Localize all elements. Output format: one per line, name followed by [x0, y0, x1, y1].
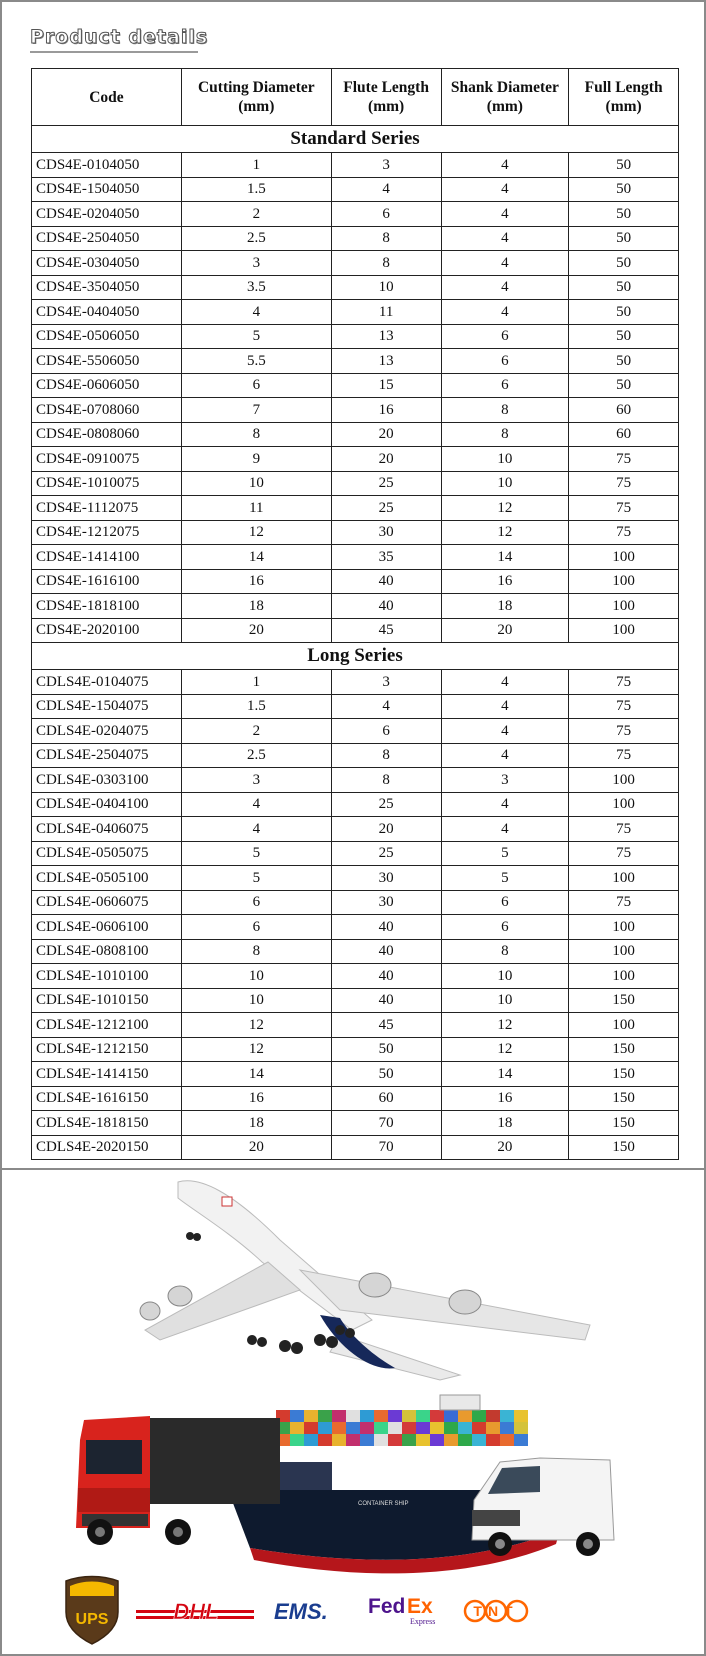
cell-shank-diameter: 8 — [441, 939, 569, 964]
cell-code: CDS4E-0506050 — [32, 324, 182, 349]
cell-shank-diameter: 18 — [441, 594, 569, 619]
fedex-logo-express: Express — [410, 1617, 436, 1626]
cell-shank-diameter: 4 — [441, 275, 569, 300]
table-row — [32, 694, 679, 719]
cell-flute-length: 3 — [331, 670, 441, 695]
cell-flute-length: 16 — [331, 398, 441, 423]
cell-flute-length: 8 — [331, 743, 441, 768]
cell-code: CDS4E-1616100 — [32, 569, 182, 594]
shipping-illustration — [0, 1170, 706, 1656]
cell-code: CDLS4E-0505075 — [32, 841, 182, 866]
cell-full-length: 50 — [569, 275, 679, 300]
cell-flute-length: 25 — [331, 841, 441, 866]
table-row — [32, 743, 679, 768]
cell-code: CDS4E-2020100 — [32, 618, 182, 643]
cell-code: CDLS4E-0505100 — [32, 866, 182, 891]
cell-shank-diameter: 4 — [441, 670, 569, 695]
cell-code: CDLS4E-1818150 — [32, 1111, 182, 1136]
cell-code: CDLS4E-0204075 — [32, 719, 182, 744]
cell-code: CDLS4E-1212100 — [32, 1013, 182, 1038]
cell-full-length: 75 — [569, 743, 679, 768]
cell-flute-length: 40 — [331, 915, 441, 940]
cell-full-length: 100 — [569, 939, 679, 964]
cell-flute-length: 15 — [331, 373, 441, 398]
cell-full-length: 100 — [569, 792, 679, 817]
cell-full-length: 150 — [569, 1062, 679, 1087]
cell-full-length: 75 — [569, 694, 679, 719]
cell-full-length: 50 — [569, 300, 679, 325]
product-spec-table — [31, 68, 679, 1160]
cell-flute-length: 70 — [331, 1111, 441, 1136]
cell-code: CDS4E-0808060 — [32, 422, 182, 447]
cell-shank-diameter: 12 — [441, 1013, 569, 1038]
header-cutting-diameter: Cutting Diameter (mm) — [181, 69, 331, 126]
cell-shank-diameter: 5 — [441, 866, 569, 891]
cell-full-length: 75 — [569, 471, 679, 496]
cell-flute-length: 25 — [331, 471, 441, 496]
cell-code: CDS4E-0404050 — [32, 300, 182, 325]
cell-cutting-diameter: 4 — [181, 792, 331, 817]
table-row — [32, 768, 679, 793]
ems-logo: EMS. — [274, 1599, 328, 1624]
cell-flute-length: 10 — [331, 275, 441, 300]
cell-flute-length: 40 — [331, 988, 441, 1013]
cell-cutting-diameter: 16 — [181, 1086, 331, 1111]
cell-shank-diameter: 4 — [441, 817, 569, 842]
cell-full-length: 50 — [569, 373, 679, 398]
cell-cutting-diameter: 7 — [181, 398, 331, 423]
cell-flute-length: 8 — [331, 768, 441, 793]
table-row — [32, 569, 679, 594]
cell-flute-length: 45 — [331, 618, 441, 643]
cell-flute-length: 45 — [331, 1013, 441, 1038]
cell-cutting-diameter: 5.5 — [181, 349, 331, 374]
table-row — [32, 251, 679, 276]
cell-shank-diameter: 12 — [441, 496, 569, 521]
cell-shank-diameter: 6 — [441, 324, 569, 349]
cell-cutting-diameter: 12 — [181, 1037, 331, 1062]
title-underline — [30, 51, 198, 53]
cell-shank-diameter: 4 — [441, 743, 569, 768]
table-row — [32, 1062, 679, 1087]
cell-shank-diameter: 14 — [441, 545, 569, 570]
cell-flute-length: 8 — [331, 251, 441, 276]
cell-full-length: 100 — [569, 866, 679, 891]
cell-flute-length: 25 — [331, 792, 441, 817]
cell-shank-diameter: 14 — [441, 1062, 569, 1087]
cell-flute-length: 50 — [331, 1062, 441, 1087]
table-row — [32, 496, 679, 521]
airplane-icon — [140, 1181, 590, 1380]
cell-flute-length: 30 — [331, 866, 441, 891]
cell-full-length: 75 — [569, 841, 679, 866]
cell-code: CDLS4E-2504075 — [32, 743, 182, 768]
cell-flute-length: 4 — [331, 177, 441, 202]
cell-shank-diameter: 10 — [441, 988, 569, 1013]
cell-cutting-diameter: 16 — [181, 569, 331, 594]
cell-cutting-diameter: 11 — [181, 496, 331, 521]
cell-code: CDS4E-0204050 — [32, 202, 182, 227]
cell-shank-diameter: 12 — [441, 520, 569, 545]
cell-flute-length: 8 — [331, 226, 441, 251]
cell-full-length: 150 — [569, 1111, 679, 1136]
cell-cutting-diameter: 8 — [181, 422, 331, 447]
table-row — [32, 841, 679, 866]
cell-shank-diameter: 4 — [441, 792, 569, 817]
cell-full-length: 60 — [569, 398, 679, 423]
cell-flute-length: 13 — [331, 349, 441, 374]
table-row — [32, 447, 679, 472]
cell-cutting-diameter: 4 — [181, 817, 331, 842]
fedex-logo-ex: Ex — [407, 1595, 433, 1618]
cell-full-length: 75 — [569, 496, 679, 521]
cell-code: CDS4E-0104050 — [32, 153, 182, 178]
cell-full-length: 75 — [569, 719, 679, 744]
cell-cutting-diameter: 3.5 — [181, 275, 331, 300]
cell-cutting-diameter: 5 — [181, 866, 331, 891]
tnt-logo-text: TNT — [473, 1603, 519, 1619]
cell-code: CDS4E-1112075 — [32, 496, 182, 521]
cell-code: CDLS4E-1504075 — [32, 694, 182, 719]
ups-logo — [66, 1577, 118, 1645]
table-row — [32, 1111, 679, 1136]
cell-flute-length: 35 — [331, 545, 441, 570]
table-row — [32, 939, 679, 964]
cell-cutting-diameter: 14 — [181, 545, 331, 570]
cell-cutting-diameter: 18 — [181, 594, 331, 619]
cell-code: CDLS4E-1616150 — [32, 1086, 182, 1111]
cell-cutting-diameter: 20 — [181, 1135, 331, 1160]
cell-code: CDS4E-1818100 — [32, 594, 182, 619]
section-title: Product details — [30, 26, 209, 48]
cell-code: CDLS4E-1212150 — [32, 1037, 182, 1062]
cell-full-length: 50 — [569, 226, 679, 251]
cell-flute-length: 60 — [331, 1086, 441, 1111]
table-row — [32, 300, 679, 325]
cell-code: CDS4E-1010075 — [32, 471, 182, 496]
cell-code: CDLS4E-0808100 — [32, 939, 182, 964]
cell-flute-length: 40 — [331, 964, 441, 989]
cell-code: CDS4E-1212075 — [32, 520, 182, 545]
cell-code: CDS4E-0910075 — [32, 447, 182, 472]
cell-code: CDS4E-0708060 — [32, 398, 182, 423]
header-full-length: Full Length (mm) — [569, 69, 679, 126]
cell-full-length: 150 — [569, 1135, 679, 1160]
cell-cutting-diameter: 6 — [181, 890, 331, 915]
cell-full-length: 50 — [569, 324, 679, 349]
fedex-logo-fed: Fed — [368, 1595, 406, 1618]
table-row — [32, 275, 679, 300]
cell-flute-length: 13 — [331, 324, 441, 349]
table-row — [32, 670, 679, 695]
header-code: Code — [32, 69, 182, 126]
cell-code: CDLS4E-0303100 — [32, 768, 182, 793]
cell-shank-diameter: 4 — [441, 251, 569, 276]
cell-full-length: 50 — [569, 349, 679, 374]
cell-full-length: 100 — [569, 594, 679, 619]
table-row — [32, 226, 679, 251]
cell-cutting-diameter: 5 — [181, 841, 331, 866]
table-row — [32, 866, 679, 891]
cell-flute-length: 20 — [331, 447, 441, 472]
cell-full-length: 100 — [569, 915, 679, 940]
table-body — [32, 126, 679, 1160]
cell-cutting-diameter: 3 — [181, 251, 331, 276]
cell-shank-diameter: 8 — [441, 398, 569, 423]
cell-code: CDLS4E-0404100 — [32, 792, 182, 817]
cell-shank-diameter: 4 — [441, 719, 569, 744]
cell-full-length: 75 — [569, 670, 679, 695]
cell-shank-diameter: 4 — [441, 177, 569, 202]
table-row — [32, 890, 679, 915]
cell-full-length: 150 — [569, 988, 679, 1013]
cell-code: CDLS4E-1414150 — [32, 1062, 182, 1087]
table-row — [32, 594, 679, 619]
cell-cutting-diameter: 6 — [181, 373, 331, 398]
cell-code: CDS4E-1504050 — [32, 177, 182, 202]
cell-flute-length: 3 — [331, 153, 441, 178]
cell-shank-diameter: 16 — [441, 569, 569, 594]
cell-cutting-diameter: 1.5 — [181, 177, 331, 202]
cell-code: CDLS4E-0406075 — [32, 817, 182, 842]
cell-flute-length: 40 — [331, 569, 441, 594]
table-row — [32, 817, 679, 842]
cell-full-length: 100 — [569, 768, 679, 793]
cell-flute-length: 50 — [331, 1037, 441, 1062]
cell-flute-length: 40 — [331, 594, 441, 619]
cell-flute-length: 30 — [331, 890, 441, 915]
cell-full-length: 75 — [569, 447, 679, 472]
fedex-logo — [368, 1595, 435, 1626]
table-row — [32, 1013, 679, 1038]
cell-cutting-diameter: 5 — [181, 324, 331, 349]
header-shank-diameter: Shank Diameter (mm) — [441, 69, 569, 126]
cell-shank-diameter: 12 — [441, 1037, 569, 1062]
cell-full-length: 75 — [569, 817, 679, 842]
cell-shank-diameter: 8 — [441, 422, 569, 447]
cell-full-length: 75 — [569, 890, 679, 915]
table-row — [32, 349, 679, 374]
table-row — [32, 964, 679, 989]
cell-flute-length: 4 — [331, 694, 441, 719]
cell-shank-diameter: 4 — [441, 300, 569, 325]
dhl-logo — [136, 1599, 254, 1624]
ups-logo-text: UPS — [75, 1611, 109, 1628]
table-row — [32, 1086, 679, 1111]
cell-code: CDS4E-0304050 — [32, 251, 182, 276]
cell-shank-diameter: 4 — [441, 153, 569, 178]
cell-flute-length: 6 — [331, 719, 441, 744]
cell-cutting-diameter: 1.5 — [181, 694, 331, 719]
series-title: Long Series — [32, 643, 679, 670]
cell-full-length: 150 — [569, 1086, 679, 1111]
cell-shank-diameter: 16 — [441, 1086, 569, 1111]
cell-code: CDLS4E-0606100 — [32, 915, 182, 940]
cell-full-length: 75 — [569, 520, 679, 545]
table-row — [32, 373, 679, 398]
cell-cutting-diameter: 8 — [181, 939, 331, 964]
cell-shank-diameter: 4 — [441, 694, 569, 719]
cell-full-length: 60 — [569, 422, 679, 447]
cell-cutting-diameter: 10 — [181, 964, 331, 989]
cell-shank-diameter: 6 — [441, 349, 569, 374]
cell-cutting-diameter: 2.5 — [181, 743, 331, 768]
series-header-row — [32, 643, 679, 670]
cell-cutting-diameter: 20 — [181, 618, 331, 643]
cell-code: CDS4E-0606050 — [32, 373, 182, 398]
header-flute-length: Flute Length (mm) — [331, 69, 441, 126]
cell-full-length: 150 — [569, 1037, 679, 1062]
table-row — [32, 792, 679, 817]
ship-label: CONTAINER SHIP — [358, 1501, 409, 1507]
table-row — [32, 719, 679, 744]
cell-cutting-diameter: 9 — [181, 447, 331, 472]
table-row — [32, 1135, 679, 1160]
cell-cutting-diameter: 2 — [181, 202, 331, 227]
cell-full-length: 50 — [569, 202, 679, 227]
dhl-logo-text: DHL — [173, 1599, 219, 1624]
table-row — [32, 324, 679, 349]
cell-cutting-diameter: 12 — [181, 1013, 331, 1038]
cell-full-length: 100 — [569, 1013, 679, 1038]
cell-cutting-diameter: 2 — [181, 719, 331, 744]
cell-shank-diameter: 10 — [441, 471, 569, 496]
cell-shank-diameter: 4 — [441, 202, 569, 227]
cell-full-length: 50 — [569, 177, 679, 202]
cell-shank-diameter: 6 — [441, 373, 569, 398]
cell-flute-length: 40 — [331, 939, 441, 964]
cell-shank-diameter: 10 — [441, 964, 569, 989]
cell-shank-diameter: 20 — [441, 618, 569, 643]
cell-cutting-diameter: 18 — [181, 1111, 331, 1136]
table-row — [32, 618, 679, 643]
table-row — [32, 988, 679, 1013]
cell-cutting-diameter: 1 — [181, 670, 331, 695]
cell-shank-diameter: 6 — [441, 915, 569, 940]
cell-code: CDLS4E-2020150 — [32, 1135, 182, 1160]
cell-cutting-diameter: 2.5 — [181, 226, 331, 251]
table-header-row — [32, 69, 679, 126]
table-row — [32, 202, 679, 227]
cell-full-length: 100 — [569, 964, 679, 989]
cell-code: CDLS4E-1010100 — [32, 964, 182, 989]
cell-full-length: 50 — [569, 153, 679, 178]
table-row — [32, 422, 679, 447]
table-row — [32, 177, 679, 202]
cell-flute-length: 70 — [331, 1135, 441, 1160]
cell-cutting-diameter: 1 — [181, 153, 331, 178]
cell-cutting-diameter: 10 — [181, 471, 331, 496]
cell-shank-diameter: 4 — [441, 226, 569, 251]
table-row — [32, 520, 679, 545]
cell-code: CDS4E-5506050 — [32, 349, 182, 374]
cell-cutting-diameter: 14 — [181, 1062, 331, 1087]
cell-full-length: 100 — [569, 618, 679, 643]
cell-cutting-diameter: 12 — [181, 520, 331, 545]
table-row — [32, 398, 679, 423]
cell-shank-diameter: 10 — [441, 447, 569, 472]
cell-flute-length: 20 — [331, 817, 441, 842]
cell-code: CDS4E-3504050 — [32, 275, 182, 300]
table-row — [32, 545, 679, 570]
cell-cutting-diameter: 3 — [181, 768, 331, 793]
series-title: Standard Series — [32, 126, 679, 153]
cell-shank-diameter: 5 — [441, 841, 569, 866]
series-header-row — [32, 126, 679, 153]
cell-cutting-diameter: 4 — [181, 300, 331, 325]
cell-cutting-diameter: 6 — [181, 915, 331, 940]
cell-full-length: 100 — [569, 545, 679, 570]
cell-shank-diameter: 6 — [441, 890, 569, 915]
table-row — [32, 471, 679, 496]
cell-flute-length: 6 — [331, 202, 441, 227]
cell-flute-length: 25 — [331, 496, 441, 521]
cell-shank-diameter: 3 — [441, 768, 569, 793]
cell-code: CDLS4E-0104075 — [32, 670, 182, 695]
cell-full-length: 100 — [569, 569, 679, 594]
table-row — [32, 153, 679, 178]
cell-shank-diameter: 20 — [441, 1135, 569, 1160]
table-row — [32, 1037, 679, 1062]
cell-flute-length: 20 — [331, 422, 441, 447]
cell-cutting-diameter: 10 — [181, 988, 331, 1013]
table-row — [32, 915, 679, 940]
cell-shank-diameter: 18 — [441, 1111, 569, 1136]
cell-full-length: 50 — [569, 251, 679, 276]
cell-code: CDS4E-1414100 — [32, 545, 182, 570]
tnt-logo — [465, 1601, 527, 1621]
cell-flute-length: 30 — [331, 520, 441, 545]
cell-code: CDLS4E-0606075 — [32, 890, 182, 915]
cell-code: CDLS4E-1010150 — [32, 988, 182, 1013]
cell-code: CDS4E-2504050 — [32, 226, 182, 251]
cell-flute-length: 11 — [331, 300, 441, 325]
